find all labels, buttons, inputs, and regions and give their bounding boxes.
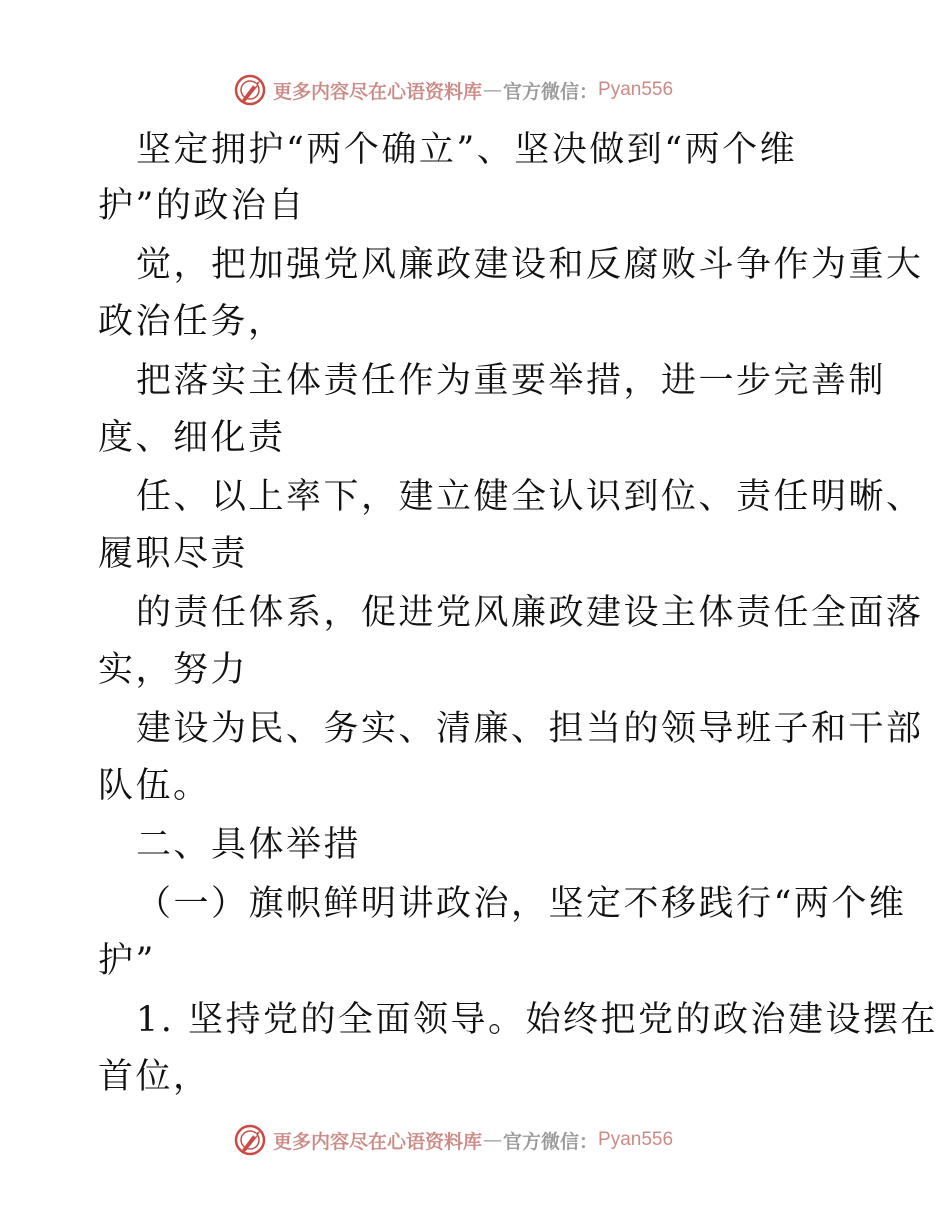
watermark-wechat-id: Pyan556 [598, 79, 674, 100]
watermark-wechat-label: 官方微信： [503, 80, 599, 103]
watermark-wechat-id: Pyan556 [598, 1129, 674, 1150]
section-heading: 二、具体举措 [136, 825, 362, 865]
body-line: 度、细化责 [98, 418, 286, 458]
watermark-dash: — [483, 1129, 503, 1151]
watermark-dash: — [483, 79, 503, 101]
watermark-wechat-label: 官方微信： [503, 1130, 599, 1153]
body-line: 护” [98, 941, 156, 981]
pen-nib-logo-icon [233, 73, 267, 107]
footer-watermark [233, 1122, 673, 1158]
body-line: 首位， [98, 1057, 211, 1097]
body-line: 建设为民、务实、清廉、担当的领导班子和干部 [136, 709, 924, 749]
body-line: 的责任体系，促进党风廉政建设主体责任全面落 [136, 593, 924, 633]
body-line: 坚定拥护“两个确立”、坚决做到“两个维 [136, 130, 798, 170]
body-line: 任、以上率下，建立健全认识到位、责任明晰、 [136, 477, 924, 517]
body-line: 履职尽责 [98, 534, 249, 574]
body-line: 实，努力 [98, 650, 249, 690]
watermark-site-text: 更多内容尽在心语资料库 [273, 80, 483, 103]
watermark-site-text: 更多内容尽在心语资料库 [273, 1130, 483, 1153]
body-line: 护”的政治自 [98, 186, 306, 226]
body-line: 政治任务， [98, 302, 286, 342]
header-watermark [233, 72, 673, 108]
body-line: 把落实主体责任作为重要举措，进一步完善制 [136, 361, 887, 401]
subsection-heading: （一）旗帜鲜明讲政治，坚定不移践行“两个维 [136, 884, 907, 924]
pen-nib-logo-icon [233, 1123, 267, 1157]
body-line: 队伍。 [98, 766, 211, 806]
body-line: 1. 坚持党的全面领导。始终把党的政治建设摆在 [136, 1000, 939, 1040]
body-line: 觉，把加强党风廉政建设和反腐败斗争作为重大 [136, 245, 924, 285]
